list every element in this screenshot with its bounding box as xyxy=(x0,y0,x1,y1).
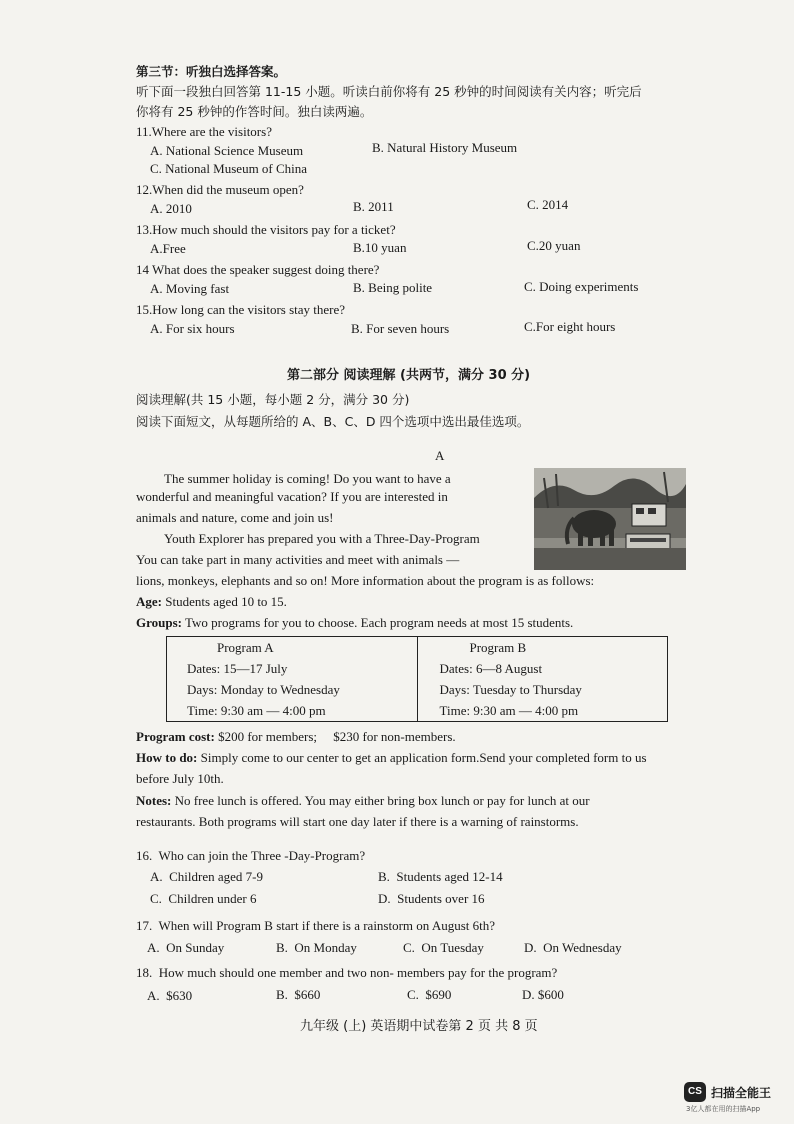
option-b: B. $660 xyxy=(276,987,321,1002)
option-a: A. On Sunday xyxy=(147,940,225,955)
option-c: C. $690 xyxy=(407,987,452,1002)
camscanner-logo-icon: CS xyxy=(684,1082,706,1102)
program-b-column xyxy=(417,637,668,721)
program-table xyxy=(166,636,668,722)
program-a-title: Program A xyxy=(217,640,274,655)
camscanner-name: 扫描全能王 xyxy=(711,1086,772,1100)
option-b: B. For seven hours xyxy=(351,321,450,336)
option-c: C.20 yuan xyxy=(527,238,581,253)
part-instruction: 阅读理解(共 15 小题，每小题 2 分，满分 30 分) xyxy=(136,392,410,407)
option-c: C. On Tuesday xyxy=(403,940,484,955)
passage-line: lions, monkeys, elephants and so on! More information about the program is as follows: xyxy=(136,573,595,588)
camscanner-tagline: 3亿人都在用的扫描App xyxy=(686,1105,761,1113)
question-11: 11.Where are the visitors? xyxy=(136,124,272,139)
question-12: 12.When did the museum open? xyxy=(136,182,304,197)
option-d: D. $600 xyxy=(522,987,564,1002)
cost-line xyxy=(136,729,456,745)
question-18: 18. How much should one member and two non- members pay for the program? xyxy=(136,965,558,980)
groups-label: Groups: xyxy=(136,615,182,630)
option-a: A. Children aged 7-9 xyxy=(150,869,264,884)
question-14: 14 What does the speaker suggest doing there? xyxy=(136,262,380,277)
option-b: B. Students aged 12-14 xyxy=(378,869,503,884)
question-16: 16. Who can join the Three -Day-Program? xyxy=(136,848,366,863)
option-a: A. Moving fast xyxy=(150,281,230,296)
howto-label: How to do: xyxy=(136,750,198,765)
option-c: C.For eight hours xyxy=(524,319,616,334)
section-instruction: 听下面一段独白回答第 11-15 小题。听读白前你将有 25 秒钟的时间阅读有关内容；听完后 xyxy=(136,84,642,99)
option-c: C. Children under 6 xyxy=(150,891,257,906)
option-a: A.Free xyxy=(150,241,186,256)
option-b: B. 2011 xyxy=(353,199,394,214)
age-text: Students aged 10 to 15. xyxy=(162,594,287,609)
program-b-time: Time: 9:30 am — 4:00 pm xyxy=(439,703,579,718)
age-label: Age: xyxy=(136,594,162,609)
groups-line xyxy=(136,615,573,631)
option-a: A. 2010 xyxy=(150,201,192,216)
passage-paragraph xyxy=(164,468,524,489)
option-d: D. On Wednesday xyxy=(524,940,622,955)
section-title: 第三节：听独白选择答案。 xyxy=(136,64,287,79)
program-b-days: Days: Tuesday to Thursday xyxy=(439,682,582,697)
notes-line xyxy=(136,793,590,809)
passage-line: animals and nature, come and join us! xyxy=(136,510,334,525)
program-a-column xyxy=(167,637,417,721)
passage-line: Youth Explorer has prepared you with a Three-Day-Program xyxy=(164,531,480,546)
option-a: A. $630 xyxy=(147,988,193,1003)
notes-line-2: restaurants. Both programs will start one day later if there is a warning of rainstorms. xyxy=(136,814,579,829)
cost-text: $200 for members; $230 for non-members. xyxy=(214,729,456,744)
program-a-days: Days: Monday to Wednesday xyxy=(187,682,340,697)
option-c: C. National Museum of China xyxy=(150,161,308,176)
groups-text: Two programs for you to choose. Each program needs at most 15 students. xyxy=(182,615,574,630)
part-instruction: 阅读下面短文，从每题所给的 A、B、C、D 四个选项中选出最佳选项。 xyxy=(136,414,530,429)
program-a-time: Time: 9:30 am — 4:00 pm xyxy=(187,703,326,718)
option-b: B. Being polite xyxy=(353,280,433,295)
program-b-title: Program B xyxy=(469,640,527,655)
option-b: B. On Monday xyxy=(276,940,357,955)
option-d: D. Students over 16 xyxy=(378,891,485,906)
howto-line-2: before July 10th. xyxy=(136,771,224,786)
passage-label: A xyxy=(435,448,445,463)
page-footer: 九年级 (上) 英语期中试卷第 2 页 共 8 页 xyxy=(300,1019,538,1034)
option-b: B. Natural History Museum xyxy=(372,140,518,155)
question-15: 15.How long can the visitors stay there? xyxy=(136,302,346,317)
program-a-dates: Dates: 15—17 July xyxy=(187,661,288,676)
age-line xyxy=(136,594,287,610)
notes-label: Notes: xyxy=(136,793,172,808)
option-a: A. For six hours xyxy=(150,321,235,336)
notes-text: No free lunch is offered. You may either bring box lunch or pay for lunch at our xyxy=(171,793,590,808)
section-instruction: 你将有 25 秒钟的作答时间。独白读两遍。 xyxy=(136,104,373,119)
option-c: C. 2014 xyxy=(527,197,569,212)
option-b: B.10 yuan xyxy=(353,240,407,255)
passage-line: The summer holiday is coming! Do you want to have a xyxy=(164,471,451,486)
passage-line: wonderful and meaningful vacation? If you are interested in xyxy=(136,489,448,504)
cost-label: Program cost: xyxy=(136,729,215,744)
howto-line xyxy=(136,750,647,766)
question-13: 13.How much should the visitors pay for a ticket? xyxy=(136,222,396,237)
part-title: 第二部分 阅读理解 (共两节，满分 30 分) xyxy=(287,368,531,383)
camscanner-watermark xyxy=(684,1078,778,1114)
passage-line: You can take part in many activities and meet with animals — xyxy=(136,552,460,567)
option-a: A. National Science Museum xyxy=(150,143,304,158)
program-b-dates: Dates: 6—8 August xyxy=(439,661,543,676)
option-c: C. Doing experiments xyxy=(524,279,639,294)
elephant-photo xyxy=(534,468,686,570)
howto-text: Simply come to our center to get an application form.Send your completed form to us xyxy=(197,750,647,765)
question-17: 17. When will Program B start if there is a rainstorm on August 6th? xyxy=(136,918,496,933)
